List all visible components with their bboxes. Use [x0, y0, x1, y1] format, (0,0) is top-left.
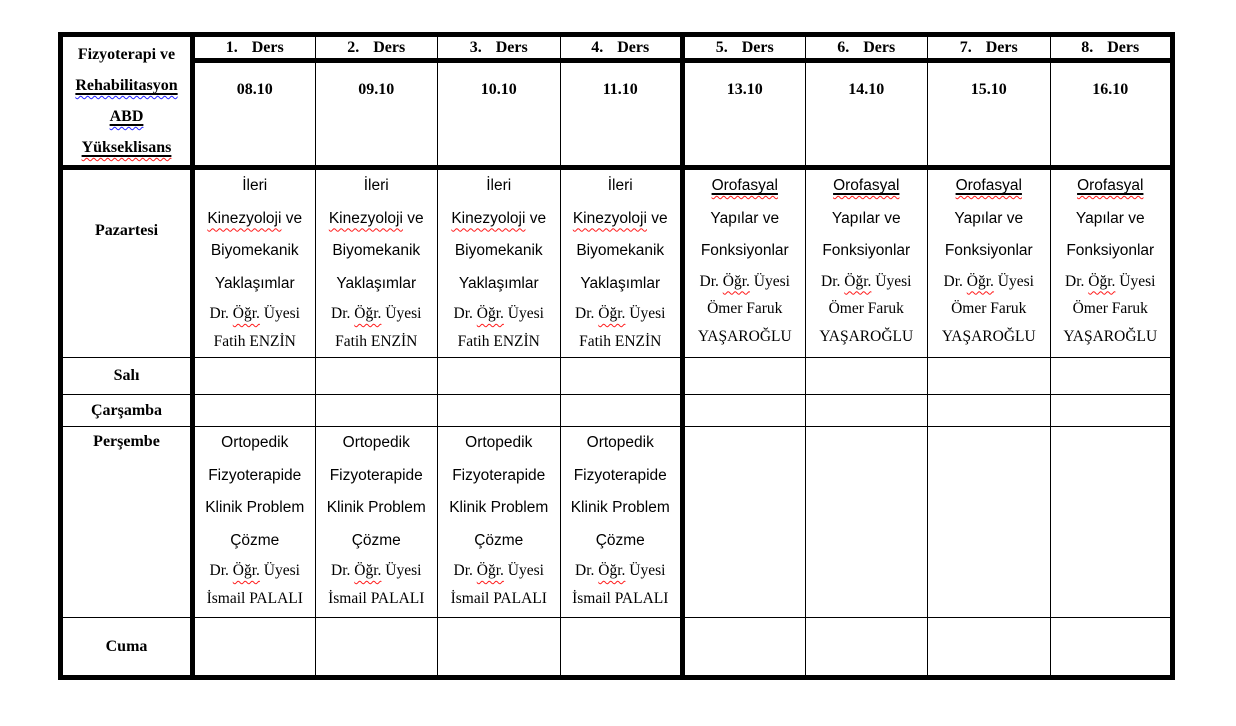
period-label: Ders: [373, 38, 406, 56]
instructor-line: [806, 268, 928, 296]
text-run: Üyesi: [625, 305, 666, 322]
period-header-cell: [683, 35, 806, 61]
text-run: Üyesi: [259, 305, 300, 322]
schedule-cell: [1050, 395, 1173, 427]
text-run: İleri: [242, 177, 268, 194]
period-number: 7.: [959, 38, 972, 56]
course-title-line: [316, 427, 438, 460]
course-title-line: [806, 203, 928, 236]
text-run: Çözme: [230, 531, 280, 549]
text-run: İsmail PALALI: [572, 589, 669, 607]
schedule-cell: [683, 395, 806, 427]
instructor-line: [561, 585, 681, 613]
schedule-header: [61, 35, 1173, 168]
text-run: Öğr.: [476, 305, 504, 322]
text-run: Dr.: [331, 305, 355, 322]
time-cell: [193, 61, 316, 168]
period-header-cell: [1050, 35, 1173, 61]
text-run: İleri: [486, 177, 512, 194]
course-title-line: [438, 460, 560, 493]
course-title-line: [1051, 170, 1171, 203]
instructor-line: [561, 328, 681, 356]
text-run: Ömer Faruk: [1072, 300, 1148, 317]
text-run: Üyesi: [871, 272, 912, 290]
schedule-cell: [315, 358, 438, 395]
program-title-line: [63, 39, 190, 70]
schedule-cell: [315, 395, 438, 427]
course-title-line: [195, 460, 315, 493]
course-title-line: [438, 235, 560, 268]
instructor-line: [316, 328, 438, 356]
text-run: [82, 139, 172, 156]
period-label: Ders: [495, 38, 528, 56]
schedule-cell: [1050, 618, 1173, 678]
schedule-cell: [928, 358, 1051, 395]
day-name: Cuma: [105, 637, 148, 655]
day-cell: [61, 427, 193, 618]
time-cell: [1050, 61, 1173, 168]
text-run: İsmail PALALI: [450, 589, 547, 607]
course-schedule-table: [58, 32, 1175, 680]
schedule-cell: [1050, 168, 1173, 358]
text-run: Öğr.: [966, 272, 994, 290]
text-run: Klinik Problem: [326, 499, 426, 516]
text-run: Fizyoterapide: [208, 466, 302, 484]
period-label: Ders: [617, 38, 650, 56]
day-name: Salı: [113, 367, 140, 384]
instructor-line: [438, 557, 560, 585]
text-run: Fonksiyonlar: [1066, 242, 1155, 259]
text-run: Dr.: [699, 272, 723, 290]
text-run: Ortopedik: [465, 434, 533, 451]
course-title-line: [928, 203, 1050, 236]
text-run: Kinezyoloji: [451, 209, 526, 227]
text-run: Yaklaşımlar: [214, 274, 295, 292]
instructor-line: [316, 557, 438, 585]
schedule-cell: [438, 358, 561, 395]
text-run: YAŞAROĞLU: [697, 327, 792, 345]
instructor-line: [806, 323, 928, 351]
period-header-cell: [193, 35, 316, 61]
course-title-line: [561, 525, 681, 558]
schedule-cell: [560, 358, 683, 395]
instructor-line: [195, 585, 315, 613]
text-run: Üyesi: [1115, 272, 1156, 290]
text-run: [956, 177, 1022, 194]
text-run: Öğr.: [232, 305, 260, 322]
instructor-line: [438, 328, 560, 356]
text-run: Yaklaşımlar: [336, 274, 417, 292]
text-run: YAŞAROĞLU: [1063, 327, 1158, 345]
text-run: Fizyoterapide: [573, 466, 667, 484]
time-value: 16.10: [1092, 81, 1129, 98]
course-title-line: [438, 492, 560, 525]
course-title-line: [685, 170, 805, 203]
text-run: Fonksiyonlar: [822, 242, 911, 259]
text-run: Kinezyoloji: [328, 209, 403, 227]
course-title-line: [438, 427, 560, 460]
text-run: Fatih ENZİN: [213, 332, 296, 350]
schedule-cell: [683, 168, 806, 358]
course-title-line: [561, 492, 681, 525]
text-run: Fatih ENZİN: [579, 332, 662, 350]
time-cell: [683, 61, 806, 168]
text-run: Çözme: [474, 531, 524, 549]
time-value: 08.10: [236, 81, 273, 98]
text-run: YAŞAROĞLU: [941, 327, 1036, 345]
text-run: Üyesi: [749, 272, 790, 290]
schedule-cell: [193, 427, 316, 618]
text-run: Dr.: [453, 562, 477, 579]
time-cell: [560, 61, 683, 168]
schedule-cell: [315, 168, 438, 358]
instructor-line: [316, 585, 438, 613]
time-value: 11.10: [602, 81, 638, 98]
instructor-line: [561, 300, 681, 328]
text-run: Çözme: [595, 531, 645, 549]
course-title-line: [1051, 203, 1171, 236]
period-number: 5.: [715, 38, 728, 56]
day-row: [61, 427, 1173, 618]
text-run: Öğr.: [844, 272, 872, 290]
instructor-line: [438, 300, 560, 328]
text-run: Dr.: [943, 272, 967, 290]
text-run: Fizyoterapide: [452, 466, 546, 484]
misspelled-word: Orofasyal: [833, 177, 900, 194]
period-number: 3.: [469, 38, 482, 56]
instructor-line: [928, 323, 1050, 351]
day-row: [61, 395, 1173, 427]
text-run: Fizyoterapi ve: [77, 46, 176, 63]
text-run: Dr.: [209, 562, 233, 579]
schedule-cell: [438, 168, 561, 358]
time-value: 14.10: [848, 81, 885, 98]
text-run: Çözme: [351, 531, 401, 549]
period-header-cell: [315, 35, 438, 61]
period-number: 4.: [591, 38, 604, 56]
instructor-line: [928, 268, 1050, 296]
course-title-line: [438, 525, 560, 558]
text-run: [833, 177, 899, 194]
course-title-line: [928, 170, 1050, 203]
text-run: Ömer Faruk: [951, 300, 1027, 317]
misspelled-word: Orofasyal: [1077, 177, 1144, 194]
day-cell: [61, 168, 193, 358]
text-run: Üyesi: [503, 305, 544, 322]
schedule-cell: [805, 618, 928, 678]
day-row: [61, 358, 1173, 395]
course-title-line: [561, 203, 681, 236]
text-run: Üyesi: [625, 562, 666, 579]
schedule-cell: [928, 427, 1051, 618]
period-label: Ders: [863, 38, 896, 56]
period-number: 2.: [347, 38, 360, 56]
time-cell: [805, 61, 928, 168]
course-title-line: [195, 492, 315, 525]
misspelled-word: Orofasyal: [955, 177, 1022, 194]
course-title-line: [561, 427, 681, 460]
text-run: Biyomekanik: [210, 242, 299, 259]
text-run: Öğr.: [232, 562, 260, 579]
text-run: Biyomekanik: [332, 242, 421, 259]
schedule-cell: [193, 618, 316, 678]
course-title-line: [561, 235, 681, 268]
instructor-line: [685, 323, 805, 351]
course-title-line: [561, 170, 681, 203]
instructor-line: [928, 295, 1050, 323]
instructor-line: [195, 557, 315, 585]
text-run: Dr.: [575, 305, 599, 322]
text-run: Öğr.: [598, 562, 626, 579]
text-run: Üyesi: [381, 305, 422, 322]
schedule-cell: [805, 358, 928, 395]
course-title-line: [438, 268, 560, 301]
text-run: [1077, 177, 1143, 194]
schedule-cell: [193, 168, 316, 358]
period-header-cell: [438, 35, 561, 61]
schedule-cell: [560, 427, 683, 618]
text-run: Klinik Problem: [205, 499, 305, 516]
text-run: Dr.: [453, 305, 477, 322]
day-cell: [61, 395, 193, 427]
period-label: Ders: [251, 38, 284, 56]
instructor-line: [806, 295, 928, 323]
schedule-cell: [315, 427, 438, 618]
text-run: Fatih ENZİN: [335, 332, 418, 350]
text-run: Üyesi: [259, 562, 300, 579]
text-run: Dr.: [821, 272, 845, 290]
course-title-line: [316, 203, 438, 236]
period-label: Ders: [741, 38, 774, 56]
schedule-cell: [928, 395, 1051, 427]
period-label: Ders: [1107, 38, 1140, 56]
text-run: [75, 77, 177, 94]
period-header-cell: [928, 35, 1051, 61]
time-value: 09.10: [358, 81, 395, 98]
instructor-line: [438, 585, 560, 613]
schedule-cell: [1050, 427, 1173, 618]
schedule-cell: [928, 618, 1051, 678]
period-header-cell: [805, 35, 928, 61]
schedule-cell: [928, 168, 1051, 358]
text-run: Yapılar ve: [954, 209, 1024, 227]
day-cell: [61, 358, 193, 395]
time-cell: [315, 61, 438, 168]
course-title-line: [685, 235, 805, 268]
text-run: Ortopedik: [221, 434, 289, 451]
text-run: İsmail PALALI: [328, 589, 425, 607]
text-run: Klinik Problem: [570, 499, 670, 516]
course-title-line: [316, 525, 438, 558]
schedule-cell: [438, 618, 561, 678]
text-run: Fonksiyonlar: [944, 242, 1033, 259]
text-run: Üyesi: [993, 272, 1034, 290]
course-title-line: [316, 492, 438, 525]
time-value: 10.10: [480, 81, 517, 98]
schedule-cell: [1050, 358, 1173, 395]
text-run: Dr.: [209, 305, 233, 322]
text-run: Biyomekanik: [454, 242, 543, 259]
text-run: ve: [402, 209, 424, 227]
text-run: Dr.: [331, 562, 355, 579]
day-row: [61, 618, 1173, 678]
instructor-line: [685, 295, 805, 323]
text-run: Biyomekanik: [576, 242, 665, 259]
text-run: Öğr.: [354, 305, 382, 322]
course-title-line: [316, 268, 438, 301]
text-run: Dr.: [575, 562, 599, 579]
schedule-cell: [805, 395, 928, 427]
day-name: Pazartesi: [94, 222, 159, 239]
schedule-cell: [193, 395, 316, 427]
text-run: Yapılar ve: [1075, 209, 1145, 227]
day-name: Çarşamba: [90, 401, 163, 419]
course-title-line: [438, 170, 560, 203]
text-run: İleri: [363, 177, 389, 194]
text-run: Fatih ENZİN: [457, 332, 540, 350]
course-title-line: [1051, 235, 1171, 268]
text-run: Ömer Faruk: [707, 300, 783, 317]
period-number: 1.: [225, 38, 238, 56]
text-run: [712, 177, 778, 194]
schedule-cell: [805, 427, 928, 618]
schedule-cell: [683, 427, 806, 618]
text-run: Üyesi: [503, 562, 544, 579]
schedule-cell: [560, 618, 683, 678]
text-run: ve: [525, 209, 547, 227]
period-header-cell: [560, 35, 683, 61]
course-title-line: [195, 268, 315, 301]
instructor-line: [685, 268, 805, 296]
text-run: Kinezyoloji: [207, 209, 282, 227]
day-row: [61, 168, 1173, 358]
instructor-line: [1051, 323, 1171, 351]
course-title-line: [316, 460, 438, 493]
text-run: Yapılar ve: [710, 209, 780, 227]
course-title-line: [195, 427, 315, 460]
text-run: Öğr.: [354, 562, 382, 579]
text-run: Öğr.: [1088, 272, 1116, 290]
text-run: ve: [646, 209, 668, 227]
misspelled-word: Orofasyal: [711, 177, 778, 194]
course-title-line: [438, 203, 560, 236]
text-run: Fonksiyonlar: [700, 242, 789, 259]
course-title-line: [195, 235, 315, 268]
schedule-cell: [438, 395, 561, 427]
course-title-line: [195, 525, 315, 558]
day-cell: [61, 618, 193, 678]
period-header-row: [61, 35, 1173, 61]
schedule-cell: [315, 618, 438, 678]
schedule-cell: [560, 395, 683, 427]
time-cell: [928, 61, 1051, 168]
course-title-line: [316, 170, 438, 203]
misspelled-word: Rehabilitasyon: [75, 77, 178, 94]
text-run: Klinik Problem: [449, 499, 549, 516]
text-run: Ortopedik: [342, 434, 410, 451]
time-value: 13.10: [726, 81, 763, 98]
text-run: Öğr.: [598, 305, 626, 322]
text-run: YAŞAROĞLU: [819, 327, 914, 345]
course-title-line: [806, 235, 928, 268]
text-run: Dr.: [1065, 272, 1089, 290]
text-run: Öğr.: [722, 272, 750, 290]
course-title-line: [195, 203, 315, 236]
text-run: Öğr.: [476, 562, 504, 579]
text-run: Yaklaşımlar: [580, 274, 661, 292]
program-title-line: [63, 70, 190, 101]
schedule-cell: [683, 618, 806, 678]
course-title-line: [806, 170, 928, 203]
course-title-line: [685, 203, 805, 236]
schedule-cell: [438, 427, 561, 618]
course-title-line: [561, 268, 681, 301]
instructor-line: [195, 328, 315, 356]
text-run: Ortopedik: [586, 434, 654, 451]
program-title-line: [63, 132, 190, 163]
document-page: [0, 32, 1236, 726]
schedule-cell: [683, 358, 806, 395]
schedule-cell: [805, 168, 928, 358]
course-title-line: [928, 235, 1050, 268]
text-run: İleri: [607, 177, 633, 194]
misspelled-word: ABD: [109, 108, 144, 125]
time-value: 15.10: [970, 81, 1007, 98]
period-number: 6.: [837, 38, 850, 56]
instructor-line: [316, 300, 438, 328]
schedule-cell: [560, 168, 683, 358]
course-title-line: [195, 170, 315, 203]
program-title-cell: [61, 35, 193, 168]
program-title-line: [63, 101, 190, 132]
text-run: [110, 108, 144, 125]
schedule-cell: [193, 358, 316, 395]
time-cell: [438, 61, 561, 168]
text-run: İsmail PALALI: [206, 589, 303, 607]
schedule-body: [61, 168, 1173, 678]
misspelled-word: Yükseklisans: [81, 139, 172, 156]
period-number: 8.: [1081, 38, 1094, 56]
time-row: [61, 61, 1173, 168]
period-label: Ders: [985, 38, 1018, 56]
text-run: Ömer Faruk: [828, 300, 904, 317]
day-name: Perşembe: [93, 433, 160, 450]
text-run: ve: [281, 209, 303, 227]
text-run: Yaklaşımlar: [458, 274, 539, 292]
text-run: Yapılar ve: [831, 209, 901, 227]
text-run: Üyesi: [381, 562, 422, 579]
course-title-line: [561, 460, 681, 493]
course-title-line: [316, 235, 438, 268]
text-run: Fizyoterapide: [329, 466, 423, 484]
instructor-line: [195, 300, 315, 328]
text-run: Kinezyoloji: [572, 209, 647, 227]
instructor-line: [1051, 295, 1171, 323]
instructor-line: [1051, 268, 1171, 296]
instructor-line: [561, 557, 681, 585]
